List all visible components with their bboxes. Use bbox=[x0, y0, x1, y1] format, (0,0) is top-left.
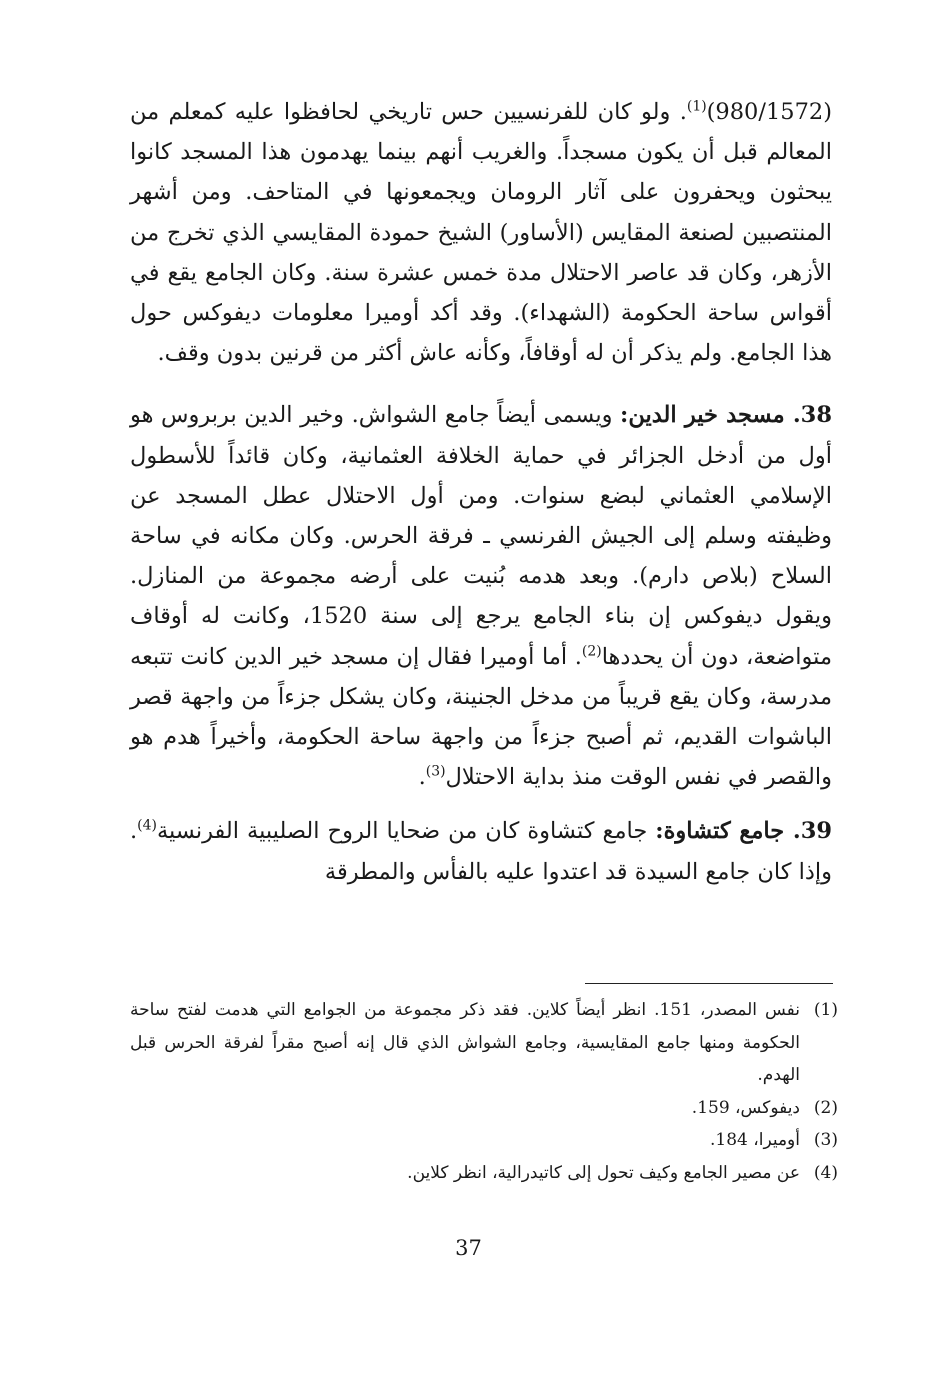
footnote-number: (3) bbox=[813, 1130, 838, 1151]
footnotes bbox=[130, 994, 838, 1190]
page-number: 37 bbox=[455, 1236, 482, 1260]
paragraph-text: جامع كتشاوة كان من ضحايا الروح الصليبية الفرنسية bbox=[156, 818, 656, 845]
footnote bbox=[130, 994, 838, 1092]
footnote-marker: (2) bbox=[581, 643, 602, 660]
footnote-text: نفس المصدر، 151. انظر أيضاً كلاين. فقد ذكر مجموعة من الجوامع التي هدمت لفتح ساحة الحكومة ومنها جامع المقايسية، وجامع الشواش الذي قال إنه أصبح مقراً لفرقة الحرس قبل الهدم. bbox=[130, 1000, 800, 1086]
paragraph-continuation bbox=[130, 92, 832, 373]
footnote-separator bbox=[585, 983, 833, 984]
paragraph-text: . bbox=[418, 764, 426, 791]
footnote-marker: (4) bbox=[137, 817, 157, 834]
paragraph-text: (980/1572) bbox=[706, 99, 832, 125]
footnote-text: عن مصير الجامع وكيف تحول إلى كاتيدرالية، انظر كلاين. bbox=[407, 1162, 800, 1183]
footnote bbox=[130, 1157, 838, 1190]
footnote bbox=[130, 1092, 838, 1125]
footnote-marker: (3) bbox=[425, 763, 446, 780]
footnote-text: ديفوكس، 159. bbox=[691, 1097, 800, 1118]
footnote-number: (2) bbox=[813, 1097, 838, 1118]
footnote-marker: (1) bbox=[686, 98, 707, 115]
paragraph-text: . وإذا كان جامع السيدة قد اعتدوا عليه بالفأس والمطرقة bbox=[130, 818, 832, 885]
paragraph-text: . ولو كان للفرنسيين حس تاريخي لحافظوا عليه كمعلم من المعالم قبل أن يكون مسجداً. والغريب أنهم بينما يهدمون هذا المسجد كانوا يبحثون ويحفرون على آثار الرومان ويجمعونها في المتاحف. ومن أشهر المنتصبين لصنعة المقايس (الأساور) الشيخ حمودة المقايسي الذي تخرج من الأزهر، وكان قد عاصر الاحتلال مدة خمس عشرة سنة. وكان الجامع يقع في أقواس ساحة الحكومة (الشهداء). وقد أكد أوميرا معلومات ديفوكس حول هذا الجامع. ولم يذكر أن له أوقافاً، وكأنه عاش أكثر من قرنين بدون وقف. bbox=[130, 99, 832, 367]
paragraph-ketchaoua-mosque bbox=[130, 811, 832, 891]
footnote-number: (4) bbox=[813, 1162, 838, 1183]
footnote-text: أوميرا، 184. bbox=[709, 1130, 800, 1151]
section-heading: 38. مسجد خير الدين: bbox=[620, 402, 832, 429]
paragraph-text: . أما أوميرا فقال إن مسجد خير الدين كانت تتبعه مدرسة، وكان يقع قريباً من مدخل الجنينة، وكان يشكل جزءاً من واجهة قصر الباشوات القديم، ثم أصبح جزءاً من واجهة ساحة الحكومة، وأخيراً هدم هو والقصر في نفس الوقت منذ بداية الاحتلال bbox=[130, 643, 832, 791]
section-heading: 39. جامع كتشاوة: bbox=[655, 818, 832, 845]
body-text bbox=[130, 92, 832, 892]
footnote bbox=[130, 1124, 838, 1157]
paragraph-khayr-al-din-mosque bbox=[130, 395, 832, 797]
paragraph-text: ويسمى أيضاً جامع الشواش. وخير الدين بربروس هو أول من أدخل الجزائر في حماية الخلافة العثمانية، وكان قائداً للأسطول الإسلامي العثماني لبضع سنوات. ومن أول الاحتلال عطل المسجد عن وظيفته وسلم إلى الجيش الفرنسي ـ فرقة الحرس. وكان مكانه في ساحة السلاح (بلاص دارم). وبعد هدمه بُنيت على أرضه مجموعة من المنازل. ويقول ديفوكس إن بناء الجامع يرجع إلى سنة 1520، وكانت له أوقاف متواضعة، دون أن يحددها bbox=[130, 402, 832, 670]
footnote-number: (1) bbox=[813, 1000, 838, 1020]
